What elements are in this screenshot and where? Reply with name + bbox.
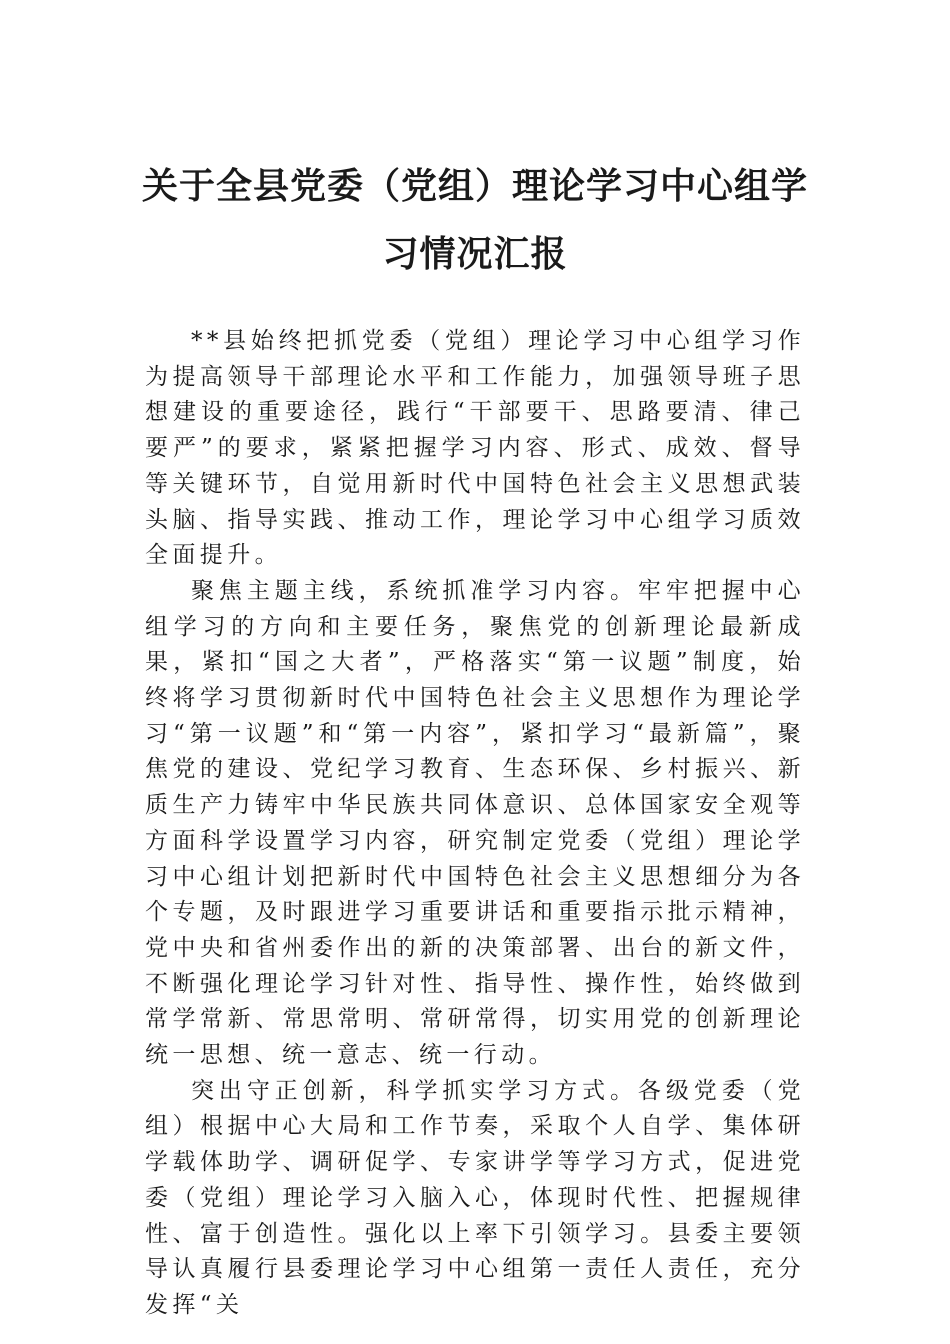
document-title [140,152,810,288]
paragraph-study-methods: 突出守正创新，科学抓实学习方式。各级党委（党组）根据中心大局和工作节奏，采取个人自学、集体研学载体助学、调研促学、专家讲学等学习方式，促进党委（党组）理论学习入脑入心，体现时代性、把握规律性、富于创造性。强化以上率下引领学习。县委主要领导认真履行县委理论学习中心组第一责任人责任，充分发挥“关 [145,1077,805,1318]
title-line-1: 关于全县党委（党组）理论学习中心组学 [141,165,808,207]
paragraph-intro: **县始终把抓党委（党组）理论学习中心组学习作为提高领导干部理论水平和工作能力，加强领导班子思想建设的重要途径，践行“干部要干、思路要清、律己要严”的要求，紧紧把握学习内容、形式、成效、督导等关键环节，自觉用新时代中国特色社会主义思想武装头脑、指导实践、推动工作，理论学习中心组学习质效全面提升。 [145,328,805,569]
document-body [145,324,805,1324]
title-line-2: 习情况汇报 [382,233,568,275]
paragraph-study-content: 聚焦主题主线，系统抓准学习内容。牢牢把握中心组学习的方向和主要任务，聚焦党的创新理论最新成果，紧扣“国之大者”，严格落实“第一议题”制度，始终将学习贯彻新时代中国特色社会主义思想作为理论学习“第一议题”和“第一内容”，紧扣学习“最新篇”，聚焦党的建设、党纪学习教育、生态环保、乡村振兴、新质生产力铸牢中华民族共同体意识、总体国家安全观等方面科学设置学习内容，研究制定党委（党组）理论学习中心组计划把新时代中国特色社会主义思想细分为各个专题，及时跟进学习重要讲话和重要指示批示精神，党中央和省州委作出的新的决策部署、出台的新文件，不断强化理论学习针对性、指导性、操作性，始终做到常学常新、常思常明、常研常得，切实用党的创新理论统一思想、统一意志、统一行动。 [145,577,805,1069]
